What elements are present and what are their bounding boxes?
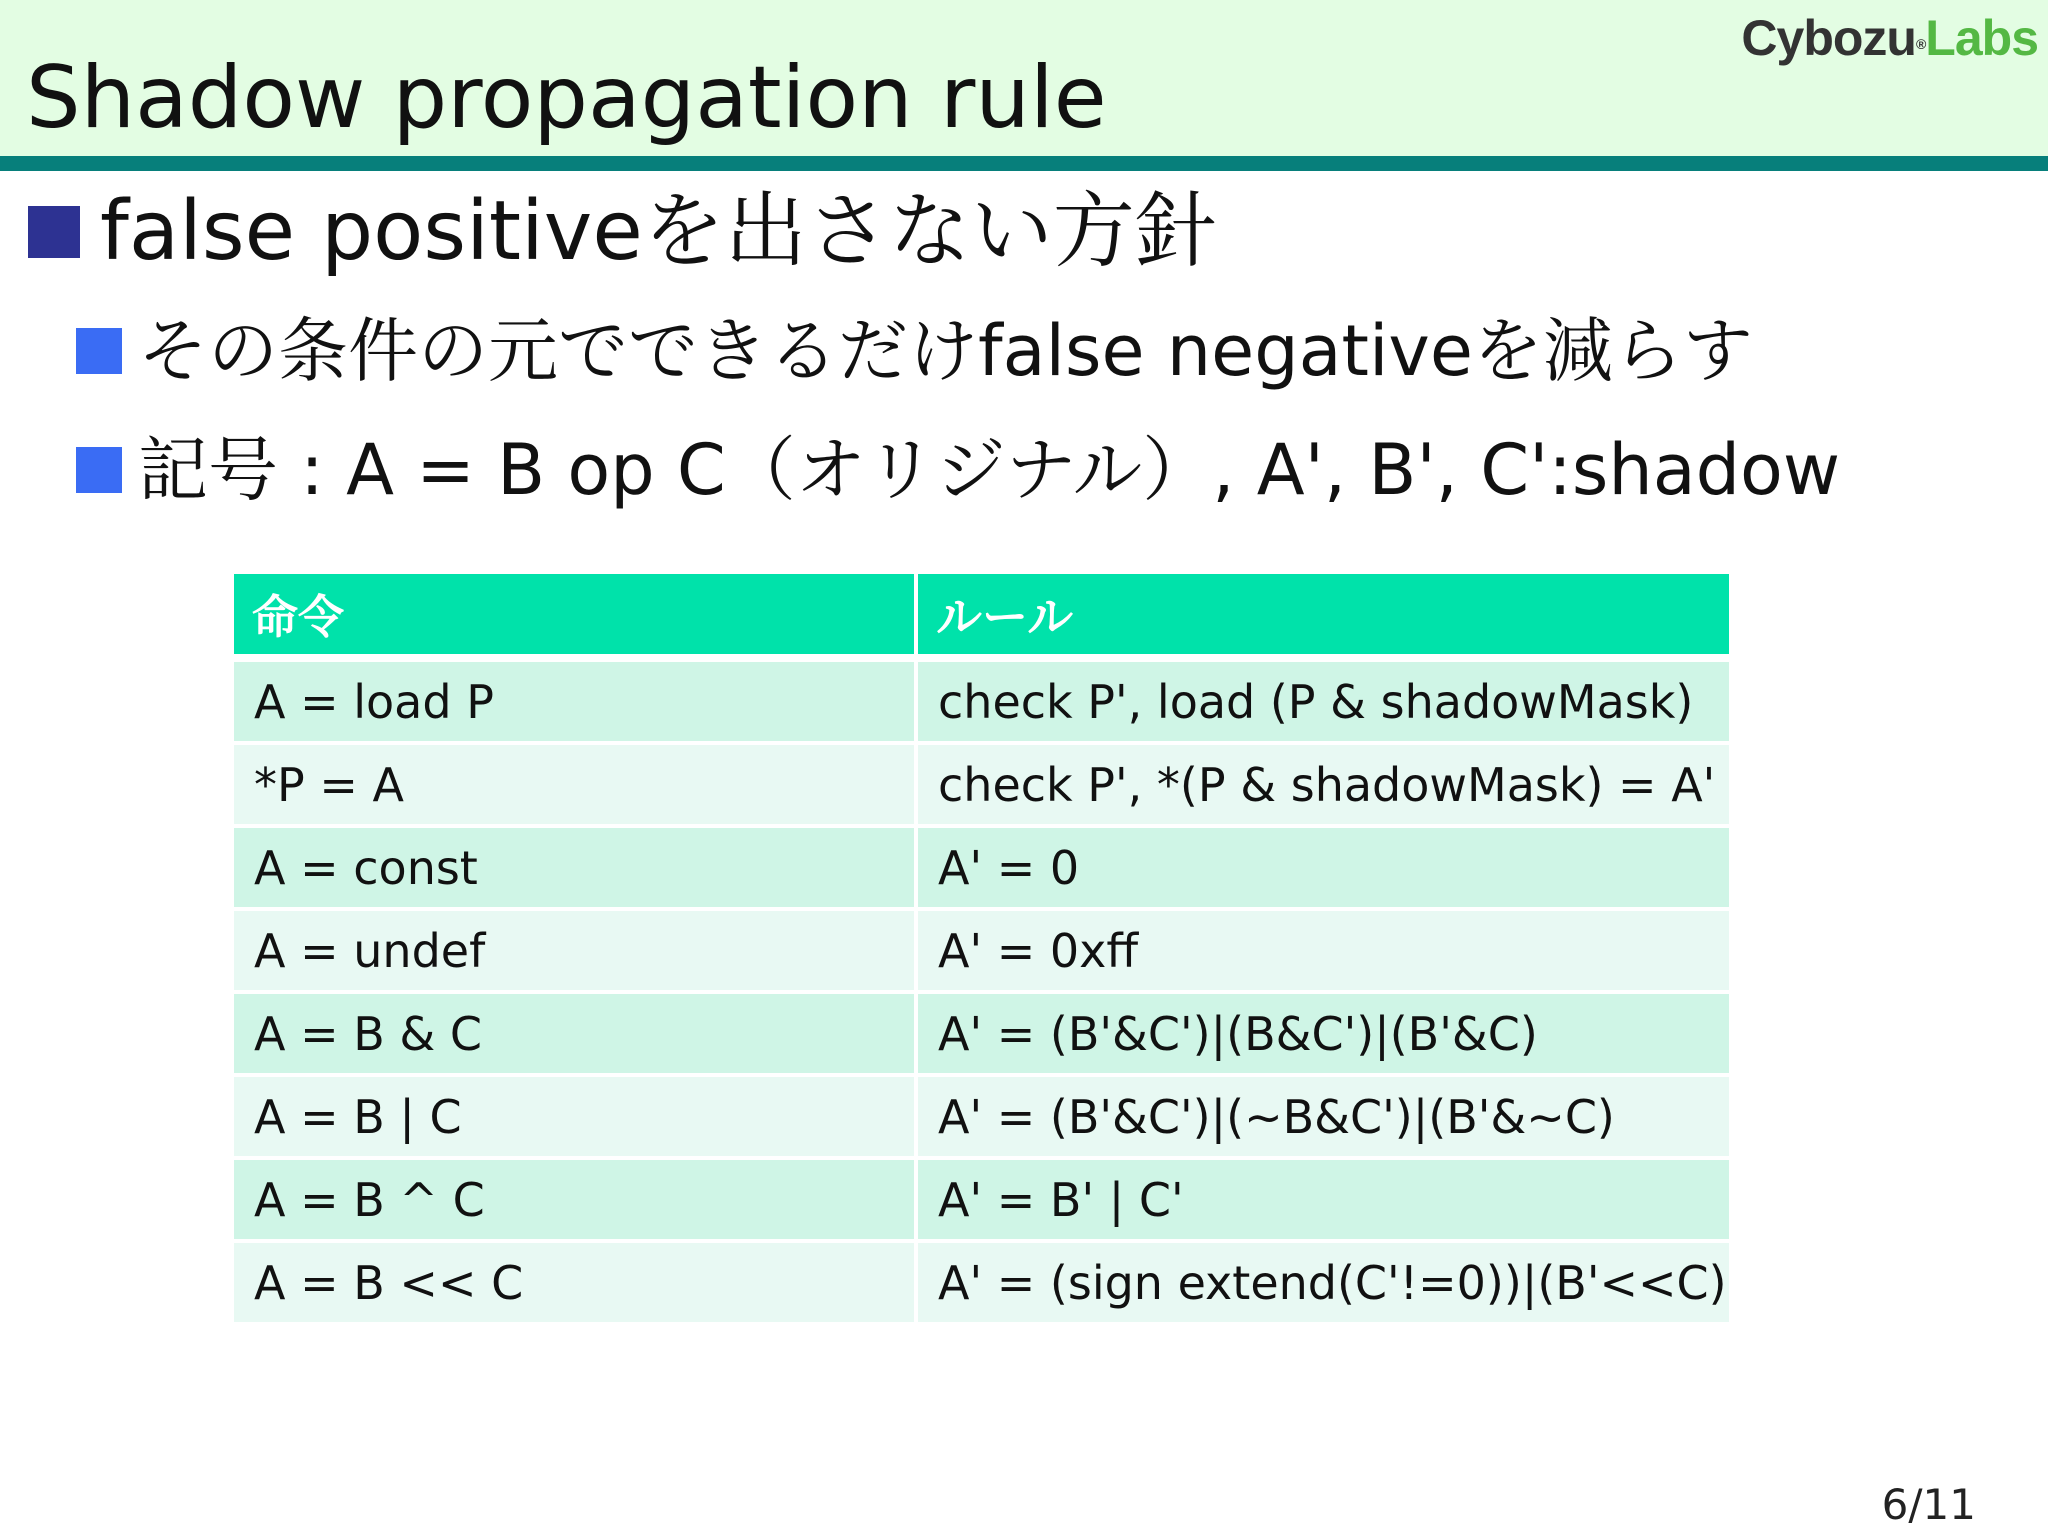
table-row [234, 1158, 1729, 1241]
table-row [234, 1241, 1729, 1322]
rule-cell: check P', load (P & shadowMask) [916, 658, 1729, 743]
rule-cell: A' = B' | C' [916, 1158, 1729, 1241]
bullet-text: false positiveを出さない方針 [100, 184, 1217, 279]
bullet-level1 [28, 182, 1217, 282]
table-row [234, 909, 1729, 992]
bullet-text: その条件の元でできるだけfalse negativeを減らす [138, 310, 1753, 392]
rule-cell: A' = (sign extend(C'!=0))|(B'<<C) [916, 1241, 1729, 1322]
instruction-cell: *P = A [234, 743, 916, 826]
rule-cell: A' = 0 [916, 826, 1729, 909]
table-row [234, 658, 1729, 743]
header-instruction: 命令 [234, 574, 916, 658]
logo-registered-mark: ® [1915, 36, 1926, 52]
instruction-cell: A = load P [234, 658, 916, 743]
square-bullet-icon [28, 206, 80, 258]
company-logo [1741, 8, 2038, 68]
bullet-text: 記号 : A = B op C（オリジナル）, A', B', C':shadow [138, 429, 1841, 511]
instruction-cell: A = B ^ C [234, 1158, 916, 1241]
rule-cell: check P', *(P & shadowMask) = A' [916, 743, 1729, 826]
instruction-cell: A = B << C [234, 1241, 916, 1322]
slide-title: Shadow propagation rule [26, 48, 1107, 148]
rule-cell: A' = (B'&C')|(~B&C')|(B'&~C) [916, 1075, 1729, 1158]
table-row [234, 992, 1729, 1075]
propagation-rules-table [234, 574, 1729, 1322]
bullet-level2 [76, 422, 1840, 518]
square-bullet-icon [76, 447, 122, 493]
page-number: 6/11 [1881, 1480, 1976, 1529]
table-row [234, 1075, 1729, 1158]
bullet-level2 [76, 303, 1753, 399]
table-row [234, 743, 1729, 826]
header-divider [0, 156, 2048, 171]
instruction-cell: A = const [234, 826, 916, 909]
rule-cell: A' = (B'&C')|(B&C')|(B'&C) [916, 992, 1729, 1075]
logo-text-cybozu: Cybozu [1741, 10, 1916, 66]
instruction-cell: A = B & C [234, 992, 916, 1075]
table-header-row [234, 574, 1729, 658]
square-bullet-icon [76, 328, 122, 374]
rule-cell: A' = 0xff [916, 909, 1729, 992]
header-rule: ルール [916, 574, 1729, 658]
instruction-cell: A = B | C [234, 1075, 916, 1158]
instruction-cell: A = undef [234, 909, 916, 992]
table-row [234, 826, 1729, 909]
logo-text-labs: Labs [1925, 10, 2038, 66]
